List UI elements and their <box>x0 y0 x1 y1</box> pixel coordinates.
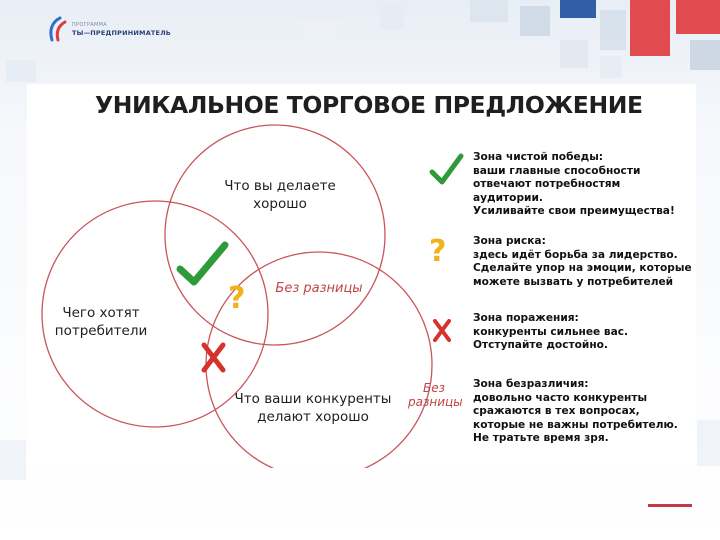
legend-line: которые не важны потребителю. <box>473 418 678 431</box>
logo-small-text: ПРОГРАММА <box>72 22 107 28</box>
label-what-you-do-well: Что вы делаете хорошо <box>224 178 336 212</box>
legend-cross-icon <box>435 321 449 340</box>
legend-line: Зона безразличия: <box>473 378 589 390</box>
side-no-difference: Без разницы <box>408 381 463 409</box>
check-icon <box>180 245 225 282</box>
program-logo <box>46 16 176 46</box>
legend-line: можете вызвать у потребителей <box>473 275 674 288</box>
legend-line: конкуренты сильнее вас. <box>473 325 629 338</box>
label-no-difference: Без разницы <box>275 281 363 296</box>
legend-item-defeat <box>473 312 693 353</box>
legend-line: довольно часто конкуренты <box>473 391 648 404</box>
legend-line: ваши главные способности <box>473 164 641 177</box>
legend-question-icon: ? <box>429 234 447 269</box>
content-card <box>27 84 696 468</box>
legend-line: аудитории. <box>473 191 543 204</box>
legend-line: Сделайте упор на эмоции, которые <box>473 262 692 274</box>
legend-check-icon <box>432 156 461 182</box>
legend-line: Отступайте достойно. <box>473 339 608 351</box>
legend-line: Зона чистой победы: <box>473 151 604 163</box>
circle-what-you-do-well <box>165 125 385 345</box>
legend-item-indifference <box>473 378 693 446</box>
question-icon: ? <box>228 281 246 316</box>
legend-line: Не тратьте время зря. <box>473 432 609 444</box>
legend-line: сражаются в тех вопросах, <box>473 405 640 417</box>
logo-brand-text: ТЫ—ПРЕДПРИНИМАТЕЛЬ <box>72 29 171 37</box>
legend-line: Усиливайте свои преимущества! <box>473 205 675 217</box>
legend-line: Зона риска: <box>473 235 546 247</box>
logo-mark-icon <box>46 16 70 44</box>
legend-line: здесь идёт борьба за лидерство. <box>473 248 678 261</box>
legend-line: Зона поражения: <box>473 312 579 324</box>
legend-item-risk <box>473 235 693 289</box>
slide-title: УНИКАЛЬНОЕ ТОРГОВОЕ ПРЕДЛОЖЕНИЕ <box>95 91 643 119</box>
legend-line: отвечают потребностям <box>473 178 621 190</box>
label-what-customers-want: Чего хотят потребители <box>54 305 148 339</box>
legend-item-victory <box>473 151 693 219</box>
page-accent-line <box>648 504 692 507</box>
label-what-competitors-do-well: Что ваши конкуренты делают хорошо <box>234 391 392 425</box>
